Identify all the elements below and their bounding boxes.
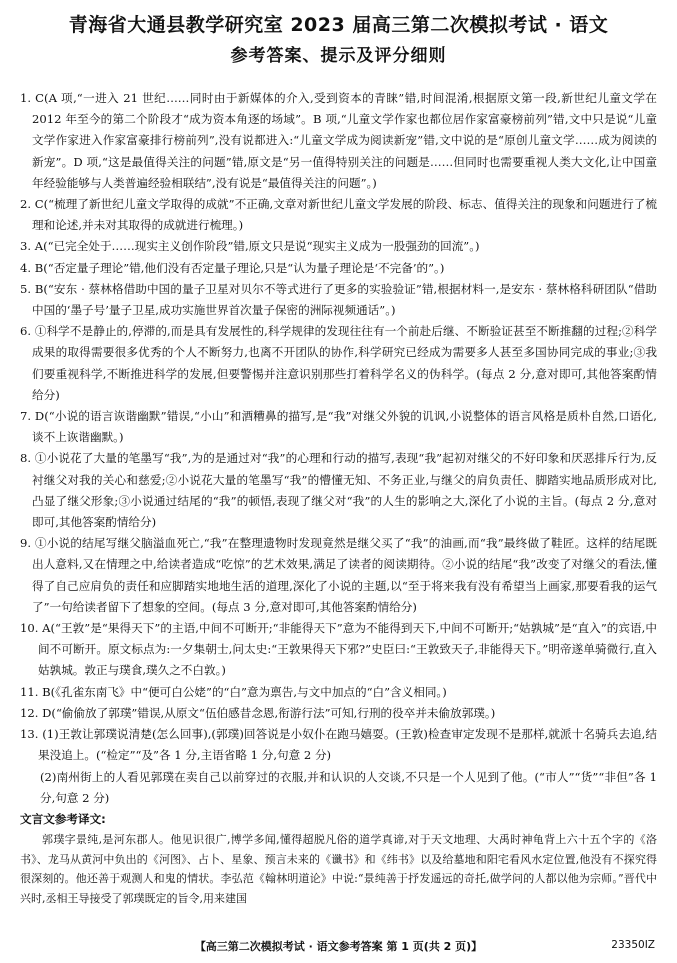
page-title: 青海省大通县教学研究室 2023 届高三第二次模拟考试 · 语文 bbox=[68, 14, 609, 36]
answer-item-11: 11. B(《孔雀东南飞》中“便可白公姥”的“白”意为禀告,与文中加点的“白”含义相同。) bbox=[20, 684, 447, 699]
answer-body bbox=[20, 88, 657, 908]
answer-item-8: 8. ①小说花了大量的笔墨写“我”,为的是通过对“我”的心理和行动的描写,表现“我”起初对继父的不好印象和厌恶排斥行为,反衬继父对我的关心和慈爱;②小说花大量的笔墨写“我”的懵懂无知、不务正业,与继父的肩负责任、脚踏实地品质形成对比,凸显了继父形象;③小说通过结尾的“我”的顿悟,表现了继父对“我”的人生的影响之大,深化了小说的主旨。(每点 2 分,意对即可,其他答案酌情给分) bbox=[20, 451, 657, 530]
answer-item-5: 5. B(“安东 · 蔡林格借助中国的量子卫星对贝尔不等式进行了更多的实验验证”错,根据材料一,是安东 · 蔡林格科研团队“借助中国的‘墨子号’量子卫星,成功实施世界首次量子保密的洲际视频通话”。) bbox=[20, 281, 657, 318]
answer-item-7: 7. D(“小说的语言诙谐幽默”错误,“小山”和酒糟鼻的描写,是“我”对继父外貌的讥讽,小说整体的语言风格是质朴自然,口语化,谈不上诙谐幽默。) bbox=[20, 409, 657, 445]
answer-item-13-1: 13. (1)王敦让郭璞说清楚(怎么回事),(郭璞)回答说是小奴仆在跑马嬉耍。(王敦)检查审定发现不是那样,就派十名骑兵去追,结果没追上。(“检定”“及”各 1 分,主语省略 1 分,句意 2 分) bbox=[20, 727, 657, 763]
page-subtitle: 参考答案、提示及评分细则 bbox=[230, 46, 447, 66]
answer-item-13-2: (2)南州街上的人看见郭璞在卖自己以前穿过的衣服,并和认识的人交谈,不只是一个人见到了他。(“市人”“货”“非但”各 1 分,句意 2 分) bbox=[40, 769, 657, 805]
answer-item-12: 12. D(“偷偷放了郭璞”错误,从原文“伍伯感昔念恩,衔游行法”可知,行刑的役卒并未偷放郭璞。) bbox=[20, 705, 496, 720]
answer-item-4: 4. B(“否定量子理论”错,他们没有否定量子理论,只是“认为量子理论是‘不完备’的”。) bbox=[20, 260, 445, 275]
answer-item-9: 9. ①小说的结尾写继父脑溢血死亡,“我”在整理遗物时发现竟然是继父买了“我”的油画,而“我”最终做了鞋匠。这样的结尾既出人意料,又在情理之中,给读者造成“吃惊”的艺术效果,满足了读者的阅读期待。②小说的结尾“我”改变了对继父的看法,懂得了自己应肩负的责任和应脚踏实地地生活的道理,深化了小说的主题,以“至于将来我有没有希望当上画家,那要看我的运气了”一句给读者留下了想象的空间。(每点 3 分,意对即可,其他答案酌情给分) bbox=[20, 536, 657, 614]
answer-item-2: 2. C(“梳理了新世纪儿童文学取得的成就”不正确,文章对新世纪儿童文学发展的阶段、标志、值得关注的现象和问题进行了梳理和论述,并未对其取得的成就进行梳理。) bbox=[20, 197, 657, 233]
translation-text: 郭璞字景纯,是河东郡人。他见识很广,博学多闻,懂得超脱凡俗的道学真谛,对于天文地理、大禹时神龟背上六十五个字的《洛书》、龙马从黄河中负出的《河图》、占卜、星象、预言未来的《谶书》和《纬书》以及给墓地和阳宅看风水定位置,他没有不探究得很深刻的。他还善于观测人和鬼的情状。李弘范《翰林明道论》中说:“景纯善于抒发遥远的奇托,做学问的人都以他为宗师。”晋代中兴时,丞相王导接受了郭璞既定的旨令,用来建国 bbox=[20, 833, 657, 905]
answer-item-1: 1. C(A 项,“一进入 21 世纪……同时由于新媒体的介入,受到资本的青睐”错,时间混淆,根据原文第一段,新世纪儿童文学在 2012 年至今的第二个阶段才“成为资本角逐的场域”。B 项,“儿童文学作家也都位居作家富豪榜前列”错,文中只是说“儿童文学作家进入作家富豪排行榜前列”,没有说都进入:“儿童文学成为阅读新宠”错,文中说的是“原创儿童文学……成为阅读的新宠”。D 项,“这是最值得关注的问题”错,原文是“另一值得特别关注的问题是……但同时也需要重视人类大文化,让中国童年经验能够与人类普遍经验相联结”,没有说是“最值得关注的问题”。) bbox=[20, 91, 657, 190]
answer-item-6: 6. ①科学不是静止的,停滞的,而是具有发展性的,科学规律的发现往往有一个前赴后继、不断验证甚至不断推翻的过程;②科学成果的取得需要很多优秀的个人不断努力,也离不开团队的协作,科学研究已经成为需要多人甚至多国协同完成的事业;③我们要重视科学,不断推进科学的发展,但要警惕并注意识别那些打着科学名义的伪科学。(每点 2 分,意对即可,其他答案酌情给分) bbox=[20, 324, 657, 402]
answer-item-10: 10. A(“王敦”是“果得天下”的主语,中间不可断开;“非能得天下”意为不能得到天下,中间不可断开;“姑孰城”是“直入”的宾语,中间不可断开。原文标点为:一夕集朝士,问太史:“王敦果得天下邪?”史臣曰:“王敦致天子,非能得天下。”明帝遂单骑微行,直入姑孰城。敦正与璞食,璞久之不白敦。) bbox=[20, 621, 657, 678]
answer-item-3: 3. A(“已完全处于……现实主义创作阶段”错,原文只是说“现实主义成为一股强劲的回流”。) bbox=[20, 239, 480, 254]
page-footer: 【高三第二次模拟考试 · 语文参考答案 第 1 页(共 2 页)】 bbox=[194, 940, 483, 953]
translation-heading: 文言文参考译文: bbox=[20, 811, 106, 826]
document-code: 23350IZ bbox=[611, 939, 655, 951]
